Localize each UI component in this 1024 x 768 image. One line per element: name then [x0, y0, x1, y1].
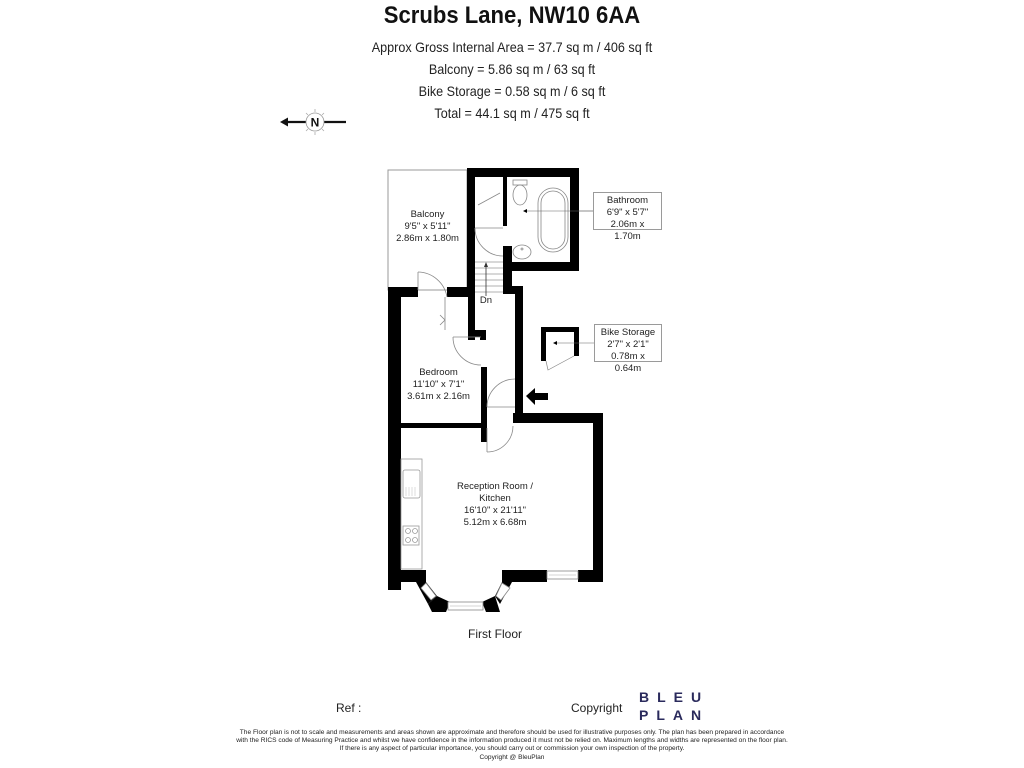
bike-storage-area: Bike Storage = 0.58 sq m / 6 sq ft [418, 83, 606, 99]
bathroom-fixtures [513, 180, 568, 259]
room-label-bedroom: Bedroom 11'10" x 7'1" 3.61m x 2.16m [407, 367, 470, 402]
entrance-arrow-icon [526, 388, 548, 405]
copyright-label: Copyright [571, 701, 623, 715]
room-label-bathroom: Bathroom 6'9" x 5'7" 2.06m x 1.70m [593, 192, 662, 230]
stairs-down-label: Dn [479, 295, 493, 306]
total-area: Total = 44.1 sq m / 475 sq ft [434, 105, 590, 121]
gross-internal-area: Approx Gross Internal Area = 37.7 sq m / 406 sq ft [371, 39, 653, 55]
stairs [475, 262, 503, 296]
floor-name: First Floor [468, 627, 522, 641]
bathroom-walls [467, 168, 579, 295]
room-label-balcony: Balcony 9'5" x 5'11" 2.86m x 1.80m [396, 209, 459, 244]
kitchen-counter [401, 459, 422, 569]
ref-label: Ref : [336, 701, 362, 715]
room-label-reception-kitchen: Reception Room / Kitchen 16'10" x 21'11" 5.12m x 6.68m [456, 481, 534, 528]
room-label-bike-storage: Bike Storage 2'7" x 2'1" 0.78m x 0.64m [594, 324, 662, 362]
bleuplan-logo: BLEU PLAN [639, 689, 710, 723]
disclaimer-text: The Floor plan is not to scale and measurements and areas shown are approximate and therefore should be used for illustrative purposes only. The plan has been prepared in accordance with the RICS code of Measuring Practice and whilst we have confidence in the information produced it must not be relied on. Maximum lengths and widths are represented on the floor plan. If there is any aspect of particular importance, you should carry out or commission your own inspection of the property. Copyright @ BleuPlan [236, 729, 788, 761]
property-address-title: Scrubs Lane, NW10 6AA [383, 2, 641, 29]
svg-text:N: N [310, 115, 320, 130]
bike-storage-walls [541, 327, 579, 361]
balcony-area: Balcony = 5.86 sq m / 63 sq ft [428, 61, 596, 77]
